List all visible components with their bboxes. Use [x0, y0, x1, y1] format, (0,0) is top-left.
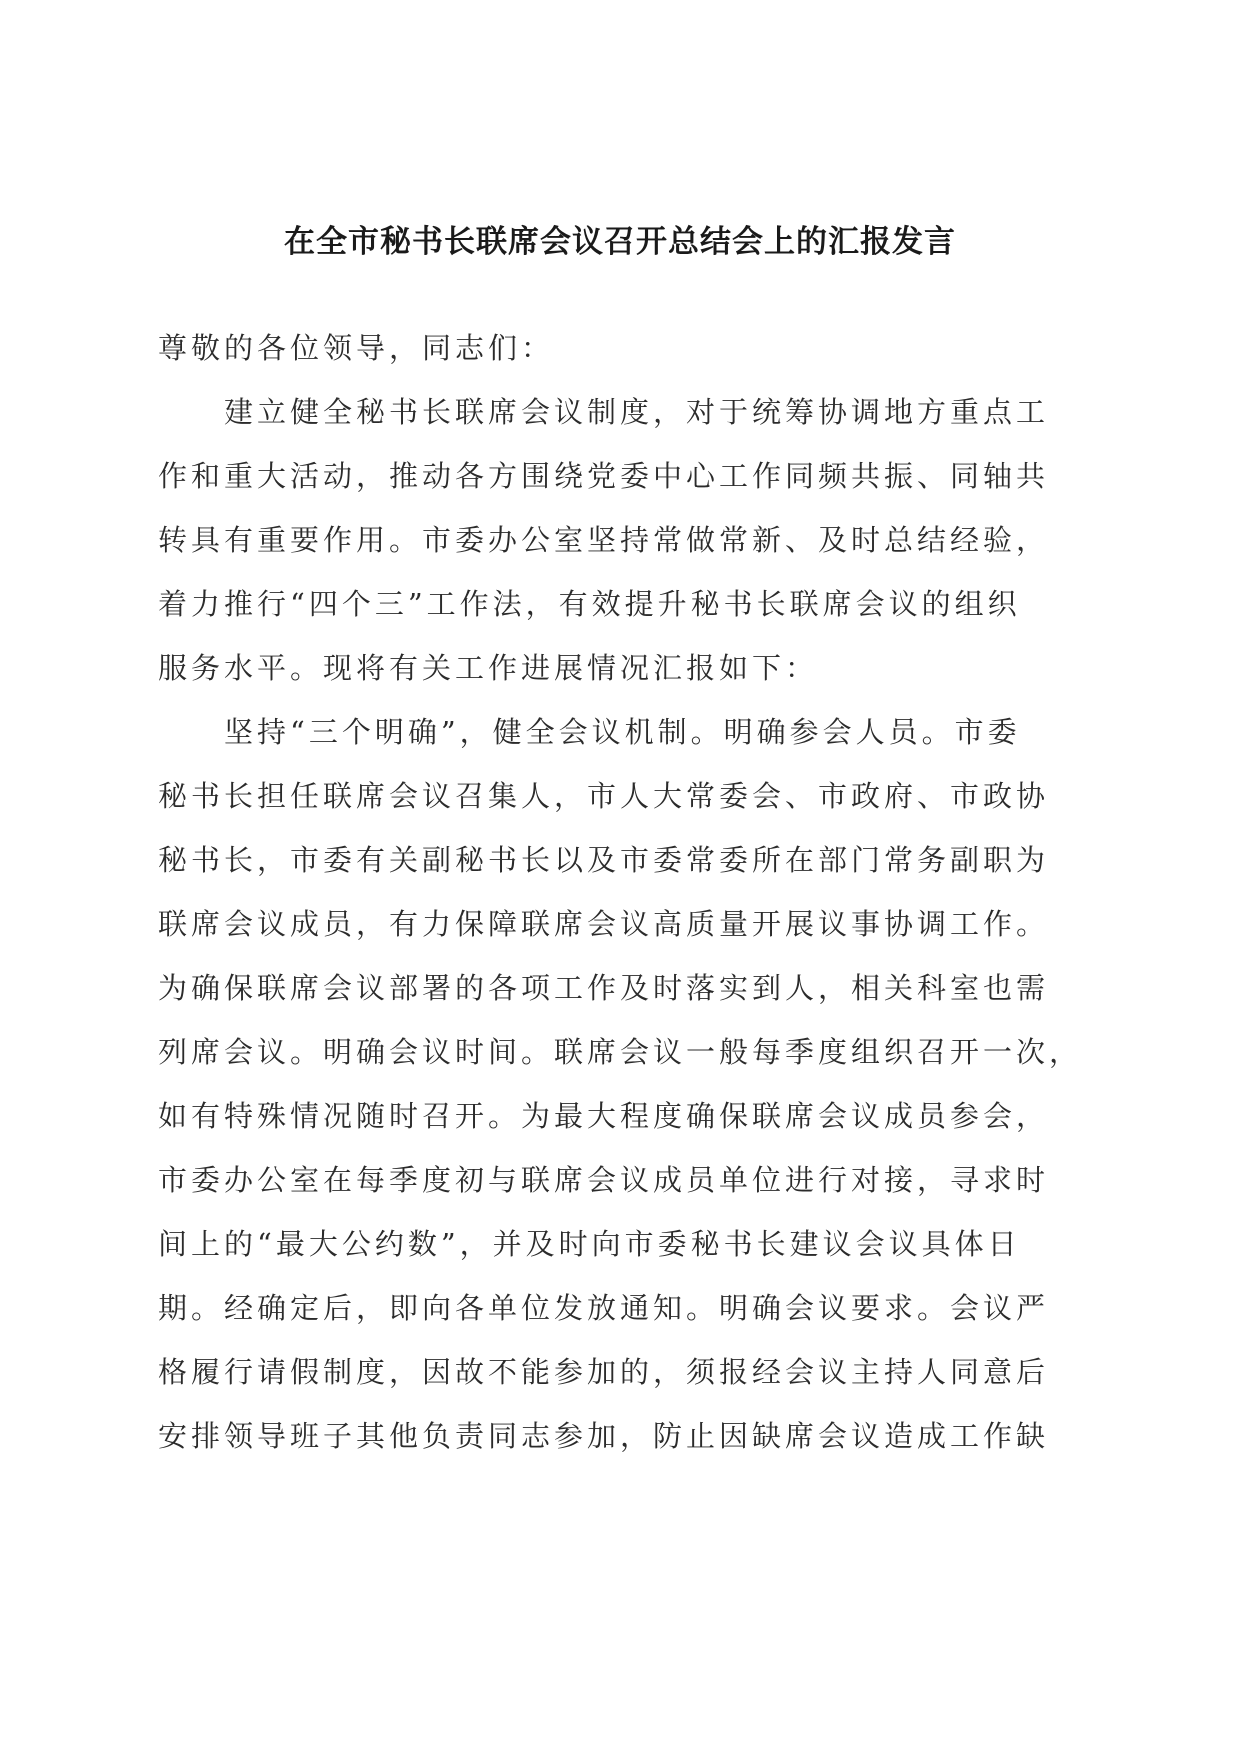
text-line: 如有特殊情况随时召开。为最大程度确保联席会议成员参会， [158, 1099, 1050, 1133]
text-line: 着力推行“四个三”工作法，有效提升秘书长联席会议的组织 [158, 587, 1021, 621]
text-line: 格履行请假制度，因故不能参加的，须报经会议主持人同意后 [158, 1355, 1050, 1389]
text-line: 列席会议。明确会议时间。联席会议一般每季度组织召开一次， [158, 1035, 1083, 1069]
text-line: 期。经确定后，即向各单位发放通知。明确会议要求。会议严 [158, 1291, 1050, 1325]
text-line: 转具有重要作用。市委办公室坚持常做常新、及时总结经验， [158, 523, 1050, 557]
text-line: 间上的“最大公约数”，并及时向市委秘书长建议会议具体日 [158, 1227, 1021, 1261]
text-line: 作和重大活动，推动各方围绕党委中心工作同频共振、同轴共 [158, 459, 1050, 493]
document-body [158, 325, 1083, 1477]
text-line: 秘书长，市委有关副秘书长以及市委常委所在部门常务副职为 [158, 843, 1050, 877]
text-line: 尊敬的各位领导，同志们： [158, 331, 555, 365]
text-line: 市委办公室在每季度初与联席会议成员单位进行对接，寻求时 [158, 1163, 1050, 1197]
text-line: 联席会议成员，有力保障联席会议高质量开展议事协调工作。 [158, 907, 1050, 941]
text-line: 安排领导班子其他负责同志参加，防止因缺席会议造成工作缺 [158, 1419, 1050, 1453]
text-line: 服务水平。现将有关工作进展情况汇报如下： [158, 651, 819, 685]
text-line: 为确保联席会议部署的各项工作及时落实到人，相关科室也需 [158, 971, 1050, 1005]
text-line: 坚持“三个明确”，健全会议机制。明确参会人员。市委 [224, 715, 1021, 749]
text-line: 秘书长担任联席会议召集人，市人大常委会、市政府、市政协 [158, 779, 1050, 813]
text-line: 建立健全秘书长联席会议制度，对于统筹协调地方重点工 [224, 395, 1050, 429]
document-title: 在全市秘书长联席会议召开总结会上的汇报发言 [284, 224, 956, 260]
